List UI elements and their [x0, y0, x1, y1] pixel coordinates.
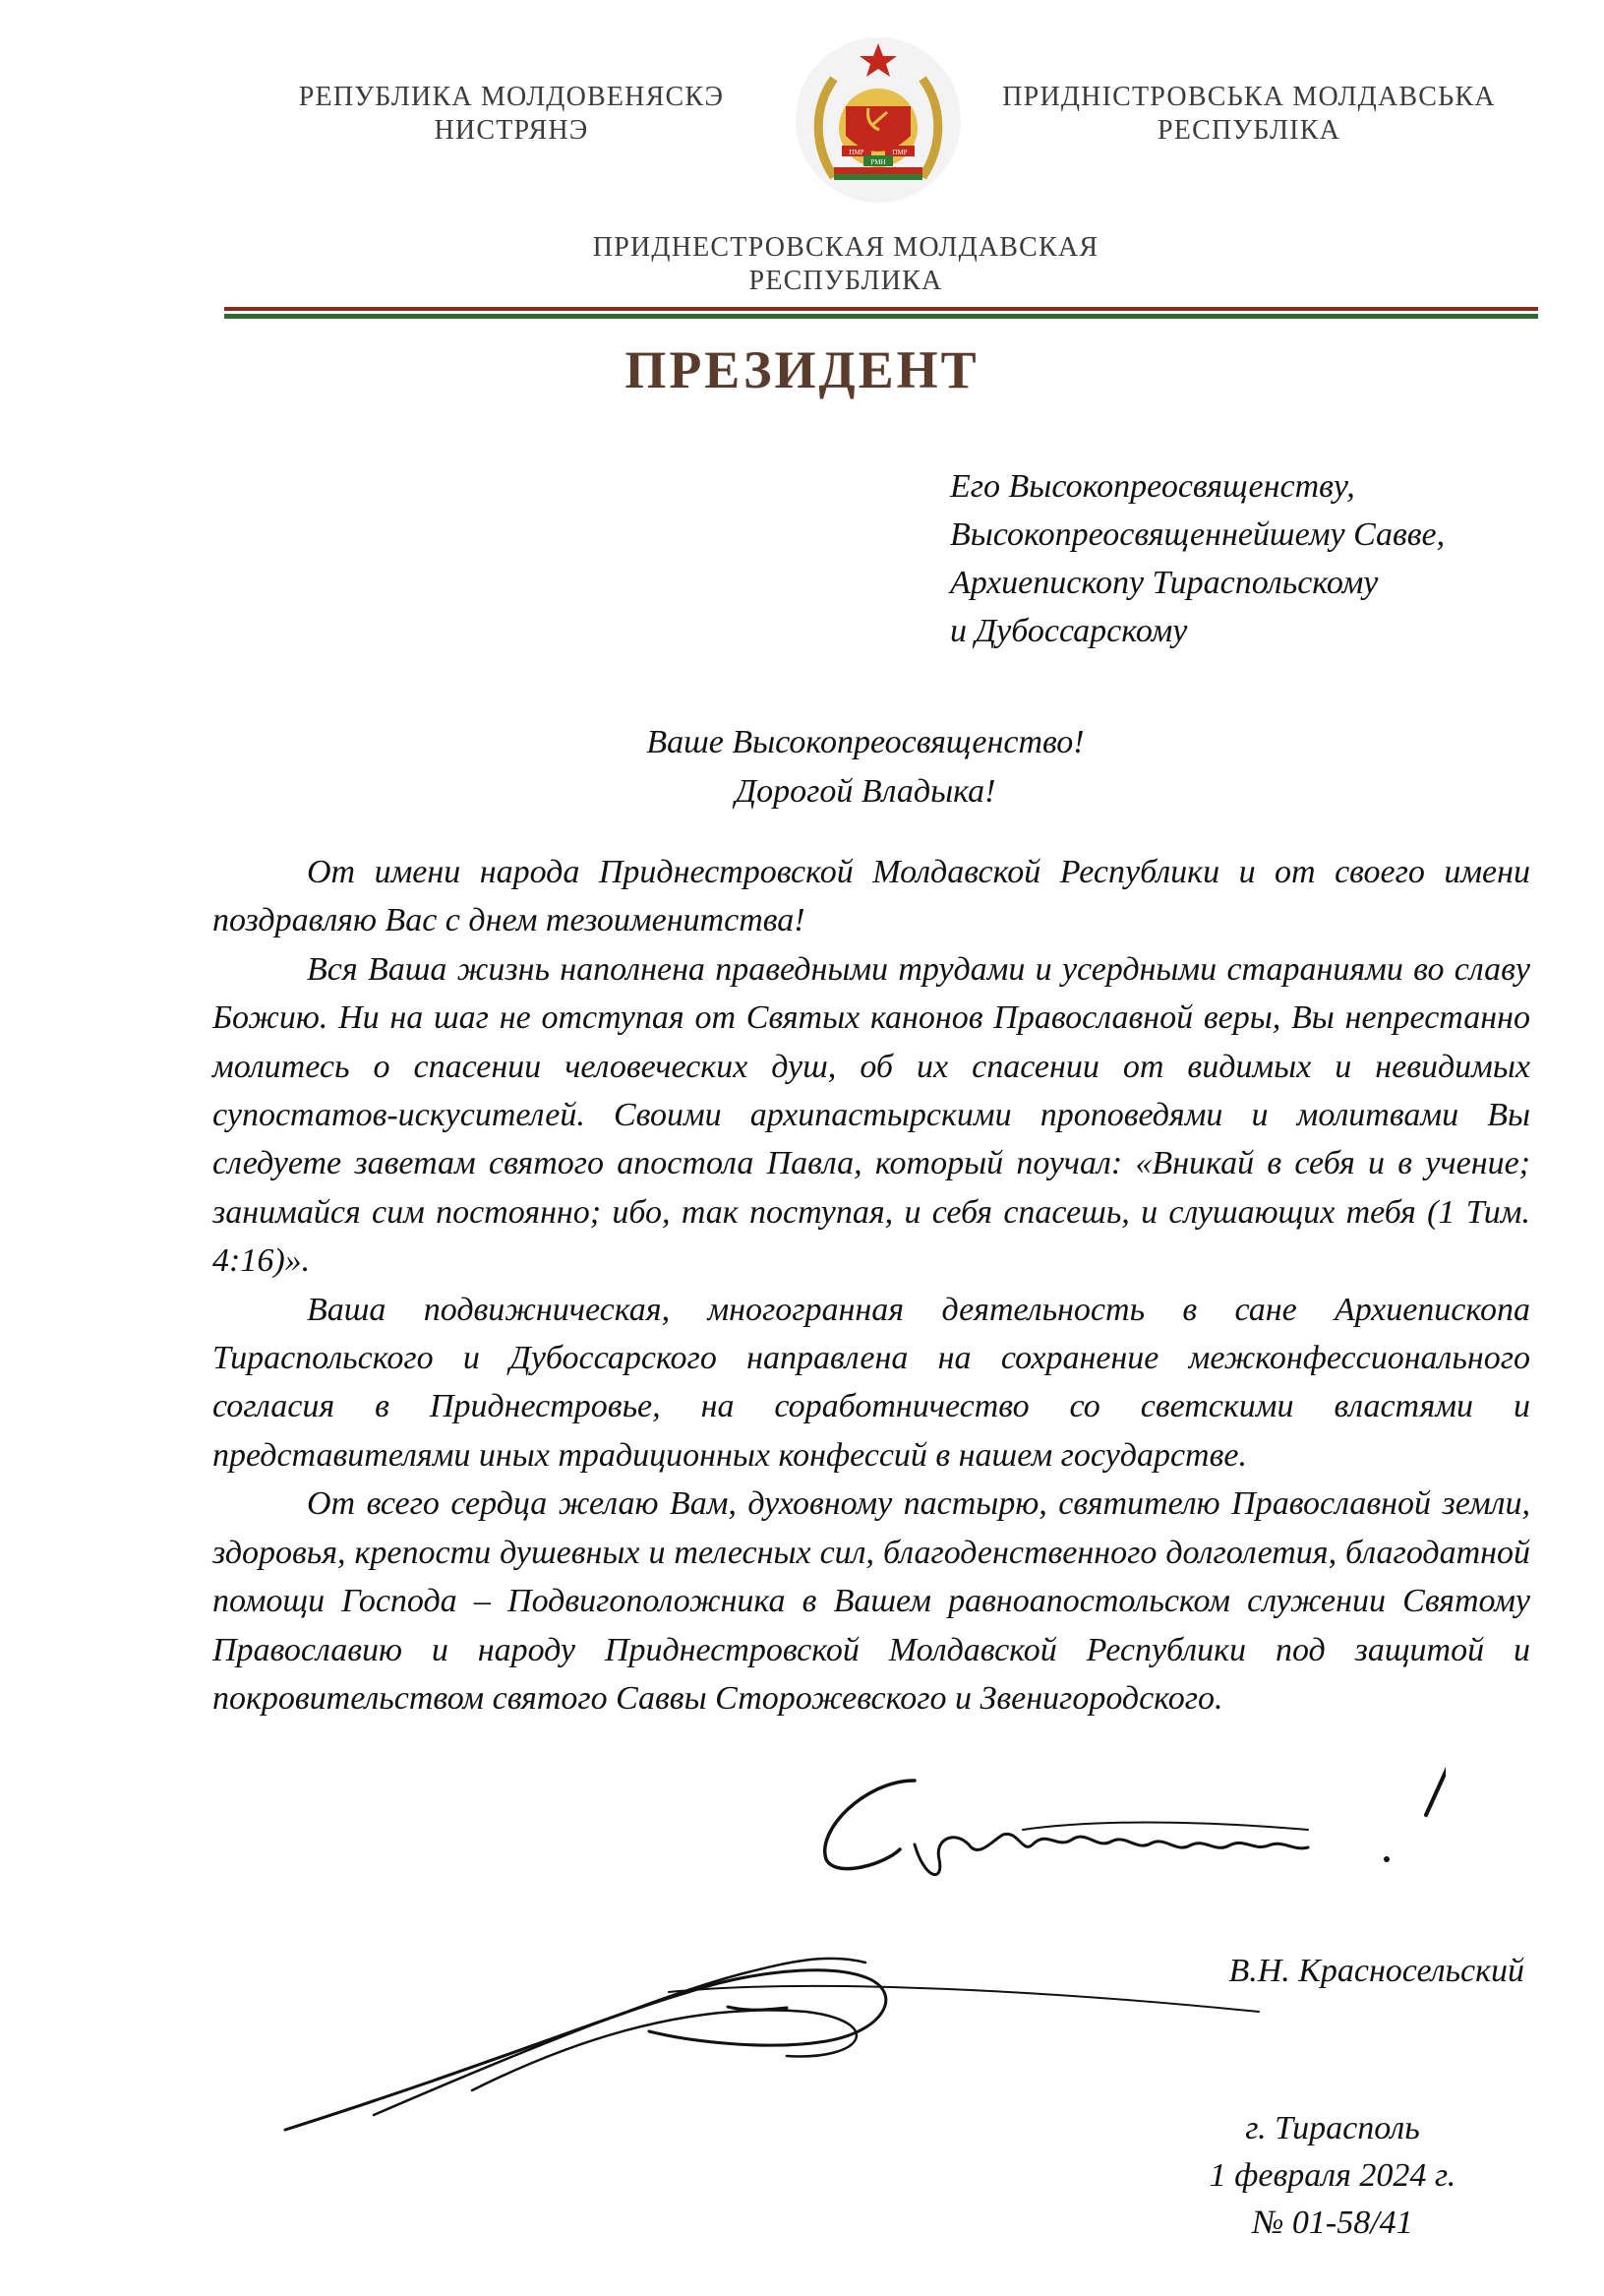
letterhead-moldovan: [246, 81, 777, 148]
salutation-line2: Дорогой Владыка!: [735, 773, 996, 810]
body-paragraph-1: От имени народа Приднестровской Молдавской Республики и от своего имени поздравляю Вас с днем тезоименитства!: [212, 854, 1530, 939]
body-paragraph-4: От всего сердца желаю Вам, духовному пастырю, святителю Православной земли, здоровья, крепости душевных и телесных сил, благоденственного долголетия, благодатной помощи Господа – Подвигоположника в Вашем равноапостольском служении Святому Православию и народу Приднестровской Молдавской Республики под защитой и покровительством святого Саввы Сторожевского и Звенигородского.: [212, 1485, 1530, 1717]
letterhead-moldovan-line2: НИСТРЯНЭ: [434, 115, 589, 146]
addressee-line1: Его Высокопреосвященству,: [950, 468, 1355, 505]
addressee-block: [950, 462, 1579, 655]
letterhead-rule-red: [224, 307, 1538, 311]
letterhead-moldovan-line1: РЕПУБЛИКА МОЛДОВЕНЯСКЭ: [298, 82, 725, 112]
letterhead-russian-line2: РЕСПУБЛИКА: [748, 266, 943, 296]
body-paragraph-3: Ваша подвижническая, многогранная деятельность в сане Архиепископа Тираспольского и Дубоссарского направлена на сохранение межконфессионального согласия в Приднестровье, на соработничество со светскими властями и представителями иных традиционных конфессий в нашем государстве.: [212, 1291, 1530, 1474]
signer-name: В.Н. Красносельский: [1228, 1953, 1524, 1989]
letterhead-ukrainian-line2: РЕСПУБЛІКА: [1158, 115, 1340, 146]
salutation-line1: Ваше Высокопреосвященство!: [646, 724, 1085, 760]
state-emblem-icon: [795, 30, 962, 207]
letterhead-rule-green: [224, 314, 1538, 319]
letter-body: [212, 848, 1530, 1722]
letterhead-russian: [521, 231, 1170, 298]
handwritten-closing: [797, 1761, 1446, 1889]
addressee-line4: и Дубоссарскому: [950, 613, 1188, 649]
footer-date: 1 февраля 2024 г.: [1209, 2157, 1456, 2194]
emblem-label-right: ПМР: [892, 149, 908, 156]
emblem-label-center: РМН: [870, 158, 886, 166]
letterhead-ukrainian-line1: ПРИДНІСТРОВСЬКА МОЛДАВСЬКА: [1002, 82, 1496, 112]
body-paragraph-2: Вся Ваша жизнь наполнена праведными трудами и усердными стараниями во славу Божию. Ни на шаг не отступая от Святых канонов Православной веры, Вы непрестанно молитесь о спасении человеческих душ, об их спасении от видимых и невидимых супостатов-искусителей. Своими архипастырскими проповедями и молитвами Вы следуете заветам святого апостола Павла, который поучал: «Вникай в себя и в учение; занимайся сим постоянно; ибо, так поступая, и себя спасешь, и слушающих тебя (1 Тим. 4:16)».: [212, 950, 1530, 1280]
page-title: ПРЕЗИДЕНТ: [624, 340, 980, 399]
footer-number: № 01-58/41: [1252, 2205, 1413, 2241]
addressee-line3: Архиепископу Тираспольскому: [950, 565, 1379, 601]
salutation: [325, 718, 1406, 816]
letter-footer: [1141, 2105, 1524, 2247]
footer-city: г. Тирасполь: [1245, 2110, 1420, 2146]
letterhead-russian-line1: ПРИДНЕСТРОВСКАЯ МОЛДАВСКАЯ: [592, 232, 1099, 263]
emblem-label-left: ПМР: [849, 149, 864, 156]
addressee-line2: Высокопреосвященнейшему Савве,: [950, 516, 1446, 553]
letterhead-ukrainian: [983, 81, 1515, 148]
signature: [275, 1933, 1269, 2149]
